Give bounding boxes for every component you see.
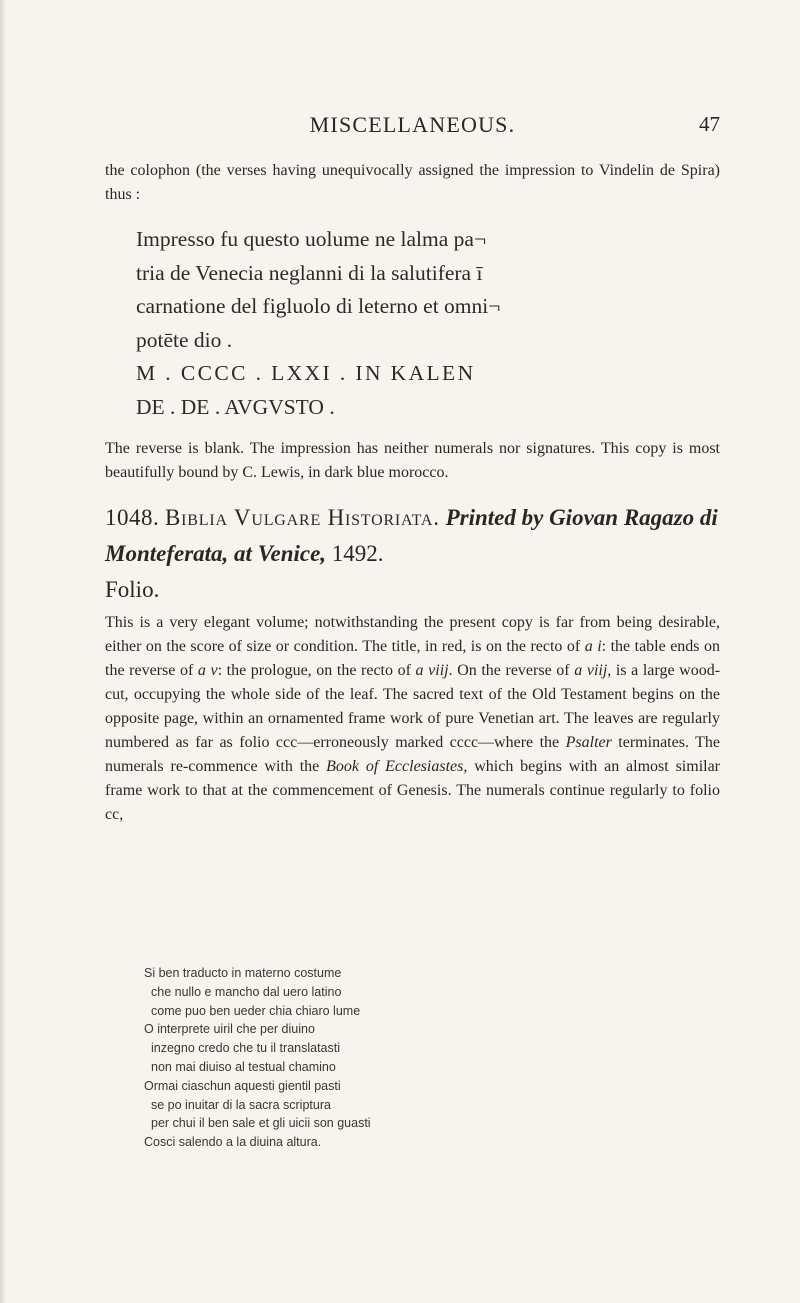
signature-ref: a viij <box>415 662 449 679</box>
entry-heading <box>105 500 720 608</box>
verse-block <box>144 964 624 1152</box>
colophon-line: M . CCCC . LXXI . IN KALEN <box>136 361 476 385</box>
verse-line: Cosci salendo a la diuina altura. <box>144 1135 322 1150</box>
signature-ref: a viij <box>574 662 608 679</box>
entry-number: 1048. <box>105 505 160 530</box>
entry-title: Biblia Vulgare Historiata. <box>165 505 440 530</box>
verse-line: per chui il ben sale et gli uicii son guasti <box>151 1116 371 1131</box>
colophon-line: carnatione del figluolo di leterno et omni¬ <box>136 294 501 318</box>
description-paragraph <box>105 611 720 827</box>
verse-line: che nullo e mancho dal uero latino <box>151 984 342 999</box>
ecclesiastes-ref: Book of Ecclesiastes, <box>326 758 468 775</box>
entry-imprint: Printed by Giovan Ragazo di Monteferata, at Venice, <box>105 505 718 566</box>
signature-ref: a v <box>197 662 218 679</box>
description-text: terminates. The numerals re-commence with the <box>105 734 720 775</box>
page-edge <box>0 0 6 1303</box>
description-text: which begins with an almost similar frame work to that at the commencement of Genesis. The numerals continue regularly to folio cc, <box>105 758 721 823</box>
colophon-quotation <box>136 223 726 424</box>
colophon-line: potēte dio . <box>136 327 233 352</box>
description-text: : the prologue, on the recto of <box>217 662 416 679</box>
verse-line: O interprete uiril che per diuino <box>144 1022 315 1037</box>
verse-line: come puo ben ueder chia chiaro lume <box>151 1003 361 1018</box>
signature-ref: a i <box>584 638 602 655</box>
verse-line: inzegno credo che tu il translatasti <box>151 1041 340 1056</box>
reverse-paragraph: The reverse is blank. The impression has neither numerals nor signatures. This copy is most beautifully bound by C. Lewis, in dark blue morocco. <box>105 440 720 481</box>
page-number: 47 <box>699 112 720 136</box>
description-text: : the table ends on the reverse of <box>105 638 721 679</box>
verse-line: se po inuitar di la sacra scriptura <box>151 1097 331 1112</box>
verse-line: Si ben traducto in materno costume <box>144 966 342 980</box>
description-text: , is a large wood-cut, occupying the whole side of the leaf. The sacred text of the Old Testament begins on the opposite page, within an ornamented frame work of pure Venetian art. The leaves are regularly numbered as far as folio ccc—erroneously marked cccc—where the <box>105 662 721 751</box>
running-head <box>105 112 720 142</box>
colophon-line: tria de Venecia neglanni di la salutifera ī <box>136 260 483 285</box>
running-title: MISCELLANEOUS. <box>309 112 516 137</box>
entry-year: 1492. <box>331 541 384 566</box>
verse-line: non mai diuiso al testual chamino <box>151 1059 336 1074</box>
description-text: This is a very elegant volume; notwithstanding the present copy is far from being desirable, either on the score of size or condition. The title, in red, is on the recto of <box>105 614 720 655</box>
verse-line: Ormai ciaschun aquesti gientil pasti <box>144 1078 341 1093</box>
entry-format: Folio. <box>105 577 160 602</box>
colophon-line: Impresso fu questo uolume ne lalma pa¬ <box>136 227 487 251</box>
psalter-ref: Psalter <box>565 734 612 751</box>
colophon-line: DE . DE . AVGVSTO . <box>136 394 335 419</box>
description-text: . On the reverse of <box>448 662 575 679</box>
colophon-intro-paragraph: the colophon (the verses having unequivocally assigned the impression to Vindelin de Spira) thus : <box>105 162 720 203</box>
